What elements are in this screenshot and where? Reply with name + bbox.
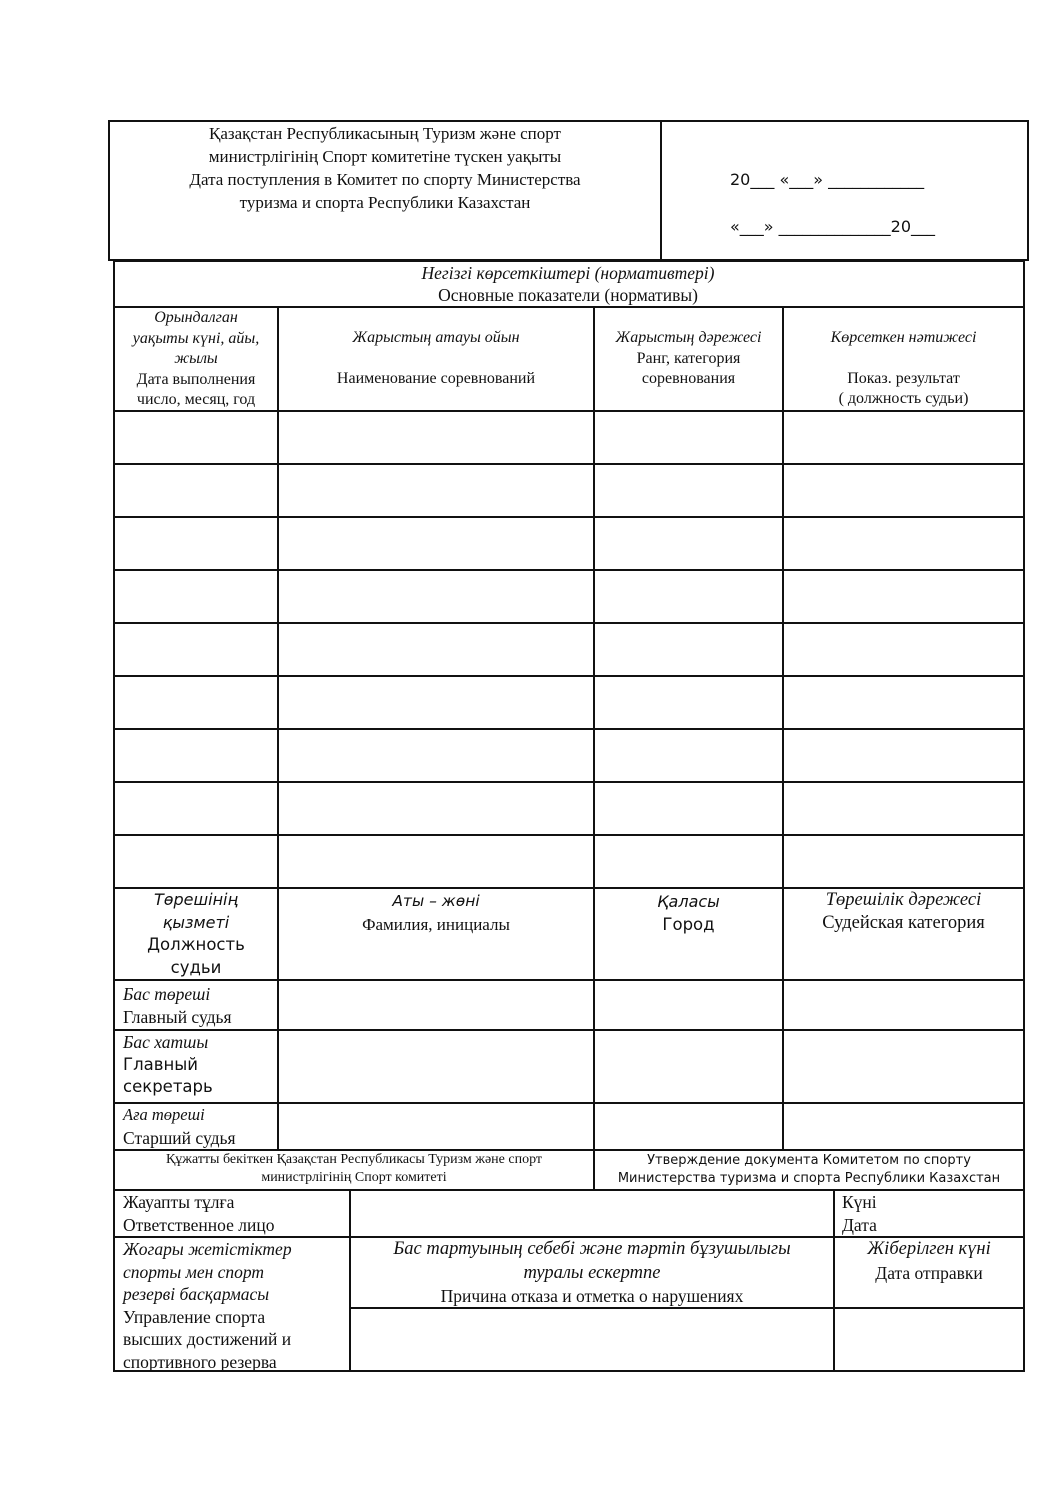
col-result-kz: Көрсеткен нәтижесі xyxy=(830,329,977,346)
judge-cell-category[interactable] xyxy=(784,1104,1023,1149)
sent-date-input[interactable] xyxy=(835,1309,1023,1369)
judge-col-category-kz: Төрешілік дәрежесі xyxy=(825,890,982,910)
department-ru-1: Управление спорта xyxy=(123,1306,266,1327)
cell-date[interactable] xyxy=(115,412,277,463)
reason-header xyxy=(351,1237,833,1307)
col-date-ru-1: Дата выполнения xyxy=(136,370,256,388)
judge-cell-city[interactable] xyxy=(595,981,782,1029)
cell-competition[interactable] xyxy=(279,783,593,834)
judge-col-position xyxy=(115,889,277,979)
judge-col-city-ru: Город xyxy=(662,915,715,934)
cell-rank[interactable] xyxy=(595,465,782,516)
table-border-right xyxy=(1023,260,1025,1191)
judge-secretary-ru-1: Главный xyxy=(123,1054,198,1074)
judge-cell-name[interactable] xyxy=(279,981,593,1029)
receipt-title-kz-2: министрлігінің Спорт комитетіне түскен уақыты xyxy=(208,147,562,166)
cell-competition[interactable] xyxy=(279,677,593,728)
department-kz-3: резерві басқармасы xyxy=(123,1284,270,1304)
col-header-date xyxy=(115,308,277,411)
cell-competition[interactable] xyxy=(279,571,593,622)
col-rank-ru-1: Ранг, категория xyxy=(636,349,741,367)
approval-ru xyxy=(595,1152,1023,1188)
responsible-kz: Жауапты тұлға xyxy=(123,1192,235,1212)
cell-rank[interactable] xyxy=(595,518,782,569)
cell-competition[interactable] xyxy=(279,412,593,463)
approval-ru-2: Министерства туризма и спорта Республики Казахстан xyxy=(617,1171,1001,1186)
judge-cell-category[interactable] xyxy=(784,981,1023,1029)
judge-row-secretary xyxy=(123,1031,277,1099)
table-border-left-bottom xyxy=(113,1189,115,1372)
cell-rank[interactable] xyxy=(595,730,782,781)
judge-chief-ru: Главный судья xyxy=(123,1006,232,1027)
judge-col-position-kz-2: қызметі xyxy=(162,912,230,932)
sent-date-ru: Дата отправки xyxy=(875,1263,983,1283)
col-date-ru-2: число, месяц, год xyxy=(136,391,256,408)
judge-col-position-ru-2: судьи xyxy=(170,957,222,977)
receipt-box-title xyxy=(112,122,658,214)
judge-cell-city[interactable] xyxy=(595,1031,782,1102)
judge-col-category-ru: Судейская категория xyxy=(822,913,985,933)
judge-col-category xyxy=(784,889,1023,935)
reason-input[interactable] xyxy=(351,1309,833,1369)
judge-cell-name[interactable] xyxy=(279,1031,593,1102)
responsible-date-kz: Күні xyxy=(842,1192,877,1212)
judge-secretary-ru-2: секретарь xyxy=(123,1077,213,1096)
approval-ru-1: Утверждение документа Комитетом по спорту xyxy=(647,1153,971,1168)
department-ru-3: спортивного резерва xyxy=(123,1351,277,1372)
date-line-1-text: 20___ «___» ____________ xyxy=(730,170,925,189)
receipt-title-ru-2: туризма и спорта Республики Казахстан xyxy=(239,193,531,212)
judge-col-name-ru: Фамилия, инициалы xyxy=(362,915,510,934)
cell-rank[interactable] xyxy=(595,677,782,728)
judge-row-senior xyxy=(123,1104,277,1149)
cell-result[interactable] xyxy=(784,783,1023,834)
judge-cell-city[interactable] xyxy=(595,1104,782,1149)
cell-rank[interactable] xyxy=(595,836,782,887)
judge-senior-kz: Аға төреші xyxy=(123,1105,205,1124)
approval-kz-2: министрлігінің Спорт комитеті xyxy=(261,1170,447,1185)
col-header-result xyxy=(784,328,1023,410)
judge-col-name-kz: Аты – жөні xyxy=(392,892,480,910)
department-ru-2: высших достижений и xyxy=(123,1329,292,1349)
judge-secretary-kz: Бас хатшы xyxy=(123,1032,209,1052)
cell-result[interactable] xyxy=(784,836,1023,887)
col-header-rank xyxy=(595,328,782,390)
date-line-2-text: «___» ______________20___ xyxy=(730,217,936,236)
judge-cell-name[interactable] xyxy=(279,1104,593,1149)
responsible-date-label xyxy=(842,1191,1022,1236)
judge-chief-kz: Бас төреші xyxy=(123,984,211,1004)
cell-result[interactable] xyxy=(784,677,1023,728)
table-border-right-bottom xyxy=(1023,1189,1025,1372)
cell-date[interactable] xyxy=(115,465,277,516)
cell-competition[interactable] xyxy=(279,518,593,569)
indicators-title-ru: Основные показатели (нормативы) xyxy=(438,285,698,305)
department-label xyxy=(123,1238,349,1373)
department-kz-1: Жогары жетістіктер xyxy=(123,1239,292,1259)
judge-senior-ru: Старший судья xyxy=(123,1127,236,1148)
col-rank-ru-2: соревнования xyxy=(641,370,736,387)
responsible-label xyxy=(123,1191,349,1236)
responsible-input[interactable] xyxy=(351,1191,833,1236)
indicators-title-kz: Негізгі көрсеткіштері (нормативтері) xyxy=(421,263,715,283)
cell-result[interactable] xyxy=(784,571,1023,622)
judge-row-chief xyxy=(123,983,277,1028)
judge-col-name xyxy=(279,890,593,936)
approval-kz-1: Құжатты бекіткен Қазақстан Республикасы Туризм және спорт xyxy=(165,1152,543,1167)
judge-col-position-ru-1: Должность xyxy=(147,935,245,954)
cell-rank[interactable] xyxy=(595,571,782,622)
receipt-title-ru-1: Дата поступления в Комитет по спорту Министерства xyxy=(189,170,581,189)
department-kz-2: спорты мен спорт xyxy=(123,1261,265,1282)
col-result-ru-1: Показ. результат xyxy=(847,369,960,387)
reason-ru: Причина отказа и отметка о нарушениях xyxy=(440,1286,744,1306)
receipt-date-field-2[interactable] xyxy=(730,217,935,237)
cell-competition[interactable] xyxy=(279,465,593,516)
reason-kz-2: туралы ескертпе xyxy=(523,1263,661,1283)
col-header-competition xyxy=(279,328,593,389)
cell-rank[interactable] xyxy=(595,412,782,463)
cell-date[interactable] xyxy=(115,677,277,728)
col-date-kz-3: жылы xyxy=(174,350,218,367)
cell-result[interactable] xyxy=(784,624,1023,675)
receipt-date-field-1[interactable] xyxy=(730,170,924,190)
cell-competition[interactable] xyxy=(279,730,593,781)
receipt-title-kz-1: Қазақстан Республикасының Туризм және спорт xyxy=(209,124,561,143)
cell-rank[interactable] xyxy=(595,624,782,675)
cell-result[interactable] xyxy=(784,518,1023,569)
cell-date[interactable] xyxy=(115,571,277,622)
cell-result[interactable] xyxy=(784,412,1023,463)
cell-date[interactable] xyxy=(115,836,277,887)
judge-col-city xyxy=(595,890,782,936)
cell-date[interactable] xyxy=(115,518,277,569)
col-result-ru-2: ( должность судьи) xyxy=(838,390,969,407)
sent-date-kz: Жіберілген күні xyxy=(867,1239,991,1259)
sent-date-header xyxy=(835,1237,1023,1285)
cell-date[interactable] xyxy=(115,624,277,675)
col-date-kz-2: уақыты күні, айы, xyxy=(132,329,260,347)
cell-competition[interactable] xyxy=(279,836,593,887)
responsible-date-ru: Дата xyxy=(842,1214,877,1235)
judge-col-city-kz: Қаласы xyxy=(657,892,720,911)
cell-date[interactable] xyxy=(115,730,277,781)
cell-result[interactable] xyxy=(784,465,1023,516)
cell-date[interactable] xyxy=(115,783,277,834)
col-competition-ru: Наименование соревнований xyxy=(336,369,536,387)
cell-rank[interactable] xyxy=(595,783,782,834)
judge-col-position-kz-1: Төрешінің xyxy=(153,890,239,909)
col-competition-kz: Жарыстың атауы ойын xyxy=(352,329,520,346)
indicators-title xyxy=(113,262,1023,306)
responsible-ru: Ответственное лицо xyxy=(123,1214,275,1235)
col-date-kz-1: Орындалган xyxy=(154,309,238,326)
reason-kz-1: Бас тартуының себебі және тәртіп бұзушылыгы xyxy=(393,1239,791,1259)
judge-cell-category[interactable] xyxy=(784,1031,1023,1102)
receipt-box-divider xyxy=(660,120,662,261)
cell-competition[interactable] xyxy=(279,624,593,675)
approval-kz xyxy=(115,1151,593,1187)
cell-result[interactable] xyxy=(784,730,1023,781)
col-rank-kz: Жарыстың дәрежесі xyxy=(615,329,762,346)
